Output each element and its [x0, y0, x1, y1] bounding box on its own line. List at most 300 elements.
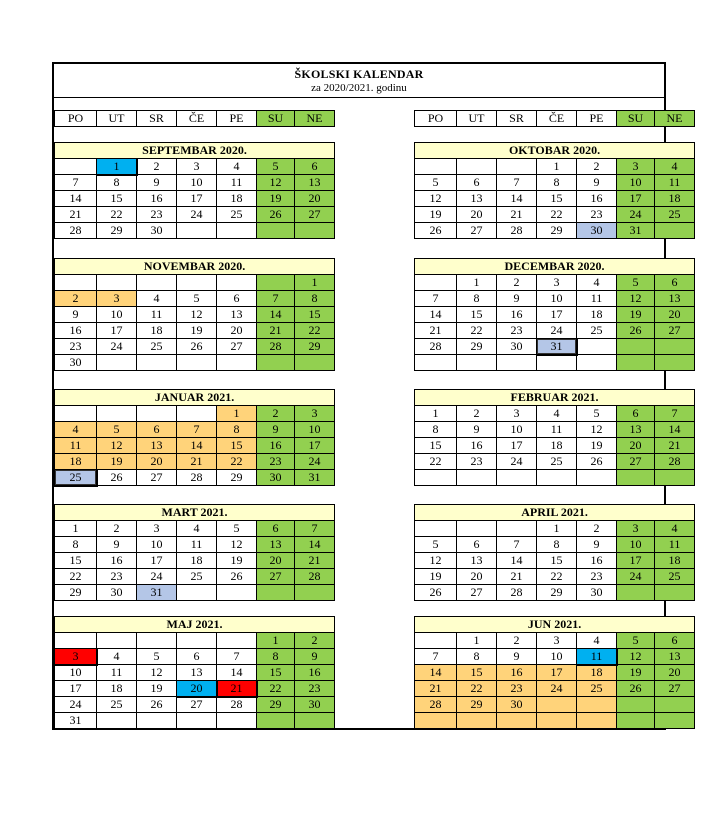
- week-row: [415, 553, 695, 569]
- day-cell: [457, 713, 497, 729]
- month-title: APRIL 2021.: [415, 505, 695, 521]
- day-cell: 3: [537, 633, 577, 649]
- day-cell: 17: [617, 553, 655, 569]
- day-cell: 1: [217, 406, 257, 422]
- day-cell: 8: [457, 649, 497, 665]
- day-cell: 3: [55, 649, 97, 665]
- day-cell: 22: [295, 323, 335, 339]
- day-cell: 19: [257, 191, 295, 207]
- day-cell: 26: [177, 339, 217, 355]
- day-cell: 7: [415, 291, 457, 307]
- week-row: [55, 422, 335, 438]
- day-cell: [217, 585, 257, 601]
- week-row: [415, 470, 695, 486]
- day-cell: 9: [577, 175, 617, 191]
- day-cell: 2: [257, 406, 295, 422]
- day-cell: 6: [655, 633, 695, 649]
- day-cell: 14: [257, 307, 295, 323]
- day-cell: 5: [577, 406, 617, 422]
- week-row: [55, 649, 335, 665]
- day-cell: 5: [177, 291, 217, 307]
- day-cell: 2: [137, 159, 177, 175]
- day-cell: [415, 470, 457, 486]
- day-cell: 31: [537, 339, 577, 355]
- day-cell: 12: [415, 553, 457, 569]
- day-cell: 16: [457, 438, 497, 454]
- day-cell: [257, 355, 295, 371]
- day-cell: 26: [217, 569, 257, 585]
- day-cell: 11: [655, 537, 695, 553]
- day-cell: [655, 585, 695, 601]
- week-row: [55, 406, 335, 422]
- week-row: [415, 665, 695, 681]
- day-cell: 3: [617, 159, 655, 175]
- day-cell: 9: [457, 422, 497, 438]
- day-cell: 3: [497, 406, 537, 422]
- week-row: [415, 649, 695, 665]
- day-cell: 23: [457, 454, 497, 470]
- month-table: [54, 504, 335, 601]
- day-cell: 21: [217, 681, 257, 697]
- day-cell: 2: [497, 633, 537, 649]
- day-cell: 24: [177, 207, 217, 223]
- week-row: [415, 223, 695, 239]
- day-cell: 26: [257, 207, 295, 223]
- month-title: FEBRUAR 2021.: [415, 390, 695, 406]
- week-row: [55, 207, 335, 223]
- day-cell: 21: [497, 569, 537, 585]
- day-cell: 7: [217, 649, 257, 665]
- calendar-title: ŠKOLSKI KALENDAR: [294, 67, 424, 81]
- week-row: [415, 339, 695, 355]
- day-cell: 16: [577, 191, 617, 207]
- day-cell: [577, 339, 617, 355]
- day-cell: [55, 159, 97, 175]
- day-cell: 7: [177, 422, 217, 438]
- week-row: [415, 323, 695, 339]
- day-cell: 14: [295, 537, 335, 553]
- week-row: [55, 697, 335, 713]
- day-cell: 20: [617, 438, 655, 454]
- month-title: MAJ 2021.: [55, 617, 335, 633]
- day-cell: 18: [537, 438, 577, 454]
- week-row: [415, 422, 695, 438]
- day-header: SR: [137, 111, 177, 127]
- day-cell: 26: [617, 681, 655, 697]
- day-cell: 17: [537, 307, 577, 323]
- day-cell: 23: [137, 207, 177, 223]
- day-cell: 26: [137, 697, 177, 713]
- week-row: [415, 454, 695, 470]
- day-cell: 18: [137, 323, 177, 339]
- week-row: [415, 681, 695, 697]
- day-cell: 30: [497, 339, 537, 355]
- month-table: [414, 142, 695, 239]
- day-cell: 7: [55, 175, 97, 191]
- day-cell: 1: [537, 159, 577, 175]
- day-cell: 16: [137, 191, 177, 207]
- day-cell: 30: [97, 585, 137, 601]
- day-cell: [617, 355, 655, 371]
- day-cell: 17: [55, 681, 97, 697]
- day-cell: 4: [577, 633, 617, 649]
- week-row: [55, 223, 335, 239]
- day-cell: 1: [537, 521, 577, 537]
- day-cell: 7: [497, 537, 537, 553]
- day-cell: 25: [655, 207, 695, 223]
- day-cell: 29: [537, 223, 577, 239]
- day-cell: [655, 697, 695, 713]
- day-cell: 15: [537, 191, 577, 207]
- day-cell: 5: [617, 275, 655, 291]
- day-cell: [617, 713, 655, 729]
- week-row: [415, 175, 695, 191]
- day-cell: 20: [457, 569, 497, 585]
- day-cell: 25: [577, 681, 617, 697]
- day-cell: 15: [415, 438, 457, 454]
- day-cell: 1: [457, 633, 497, 649]
- week-row: [415, 275, 695, 291]
- day-cell: 19: [137, 681, 177, 697]
- day-cell: [177, 355, 217, 371]
- day-cell: 23: [55, 339, 97, 355]
- day-cell: 25: [655, 569, 695, 585]
- day-cell: 28: [415, 697, 457, 713]
- day-cell: 15: [457, 665, 497, 681]
- day-cell: [457, 521, 497, 537]
- day-cell: 22: [537, 569, 577, 585]
- day-cell: 4: [537, 406, 577, 422]
- day-cell: 6: [655, 275, 695, 291]
- day-cell: [97, 355, 137, 371]
- day-header-row-right: [414, 110, 695, 127]
- day-cell: 13: [137, 438, 177, 454]
- day-cell: [97, 275, 137, 291]
- day-cell: [577, 470, 617, 486]
- day-cell: 8: [537, 175, 577, 191]
- week-row: [55, 191, 335, 207]
- day-cell: [295, 355, 335, 371]
- month-table: [54, 616, 335, 729]
- day-cell: 15: [55, 553, 97, 569]
- day-cell: 4: [137, 291, 177, 307]
- title-divider: [54, 97, 664, 98]
- month-table: [54, 142, 335, 239]
- day-cell: 8: [217, 422, 257, 438]
- day-cell: 10: [295, 422, 335, 438]
- day-cell: 4: [655, 159, 695, 175]
- day-cell: 26: [415, 585, 457, 601]
- day-cell: [177, 585, 217, 601]
- week-row: [415, 537, 695, 553]
- week-row: [55, 438, 335, 454]
- day-cell: 27: [137, 470, 177, 486]
- day-cell: 11: [537, 422, 577, 438]
- school-calendar: [52, 62, 683, 730]
- day-cell: 14: [177, 438, 217, 454]
- day-cell: [257, 275, 295, 291]
- day-cell: 19: [177, 323, 217, 339]
- day-cell: 12: [177, 307, 217, 323]
- day-cell: 18: [577, 307, 617, 323]
- day-cell: 24: [137, 569, 177, 585]
- day-cell: [497, 470, 537, 486]
- day-cell: 3: [617, 521, 655, 537]
- day-cell: 23: [295, 681, 335, 697]
- day-cell: 28: [415, 339, 457, 355]
- day-cell: 27: [457, 223, 497, 239]
- week-row: [415, 307, 695, 323]
- day-cell: 8: [257, 649, 295, 665]
- day-cell: 22: [55, 569, 97, 585]
- day-cell: 17: [617, 191, 655, 207]
- day-cell: 27: [457, 585, 497, 601]
- day-header: NE: [655, 111, 695, 127]
- day-cell: 22: [457, 323, 497, 339]
- day-cell: 24: [537, 323, 577, 339]
- day-cell: 21: [295, 553, 335, 569]
- week-row: [55, 681, 335, 697]
- day-cell: 2: [457, 406, 497, 422]
- day-cell: 11: [577, 649, 617, 665]
- day-cell: 22: [537, 207, 577, 223]
- week-row: [55, 323, 335, 339]
- week-row: [55, 339, 335, 355]
- day-cell: 6: [295, 159, 335, 175]
- day-cell: 14: [55, 191, 97, 207]
- day-cell: 10: [55, 665, 97, 681]
- day-cell: 15: [537, 553, 577, 569]
- day-cell: 14: [415, 307, 457, 323]
- day-cell: 25: [177, 569, 217, 585]
- day-cell: 13: [655, 291, 695, 307]
- day-cell: 3: [137, 521, 177, 537]
- day-cell: [137, 633, 177, 649]
- day-cell: 14: [497, 191, 537, 207]
- day-cell: 16: [497, 307, 537, 323]
- day-cell: [177, 633, 217, 649]
- day-cell: 6: [177, 649, 217, 665]
- day-cell: 20: [655, 307, 695, 323]
- day-cell: 23: [497, 681, 537, 697]
- day-cell: [415, 275, 457, 291]
- day-cell: 30: [137, 223, 177, 239]
- day-cell: 25: [217, 207, 257, 223]
- week-row: [55, 633, 335, 649]
- day-cell: 31: [295, 470, 335, 486]
- week-row: [415, 569, 695, 585]
- day-cell: 9: [497, 291, 537, 307]
- day-cell: 23: [497, 323, 537, 339]
- day-cell: [617, 585, 655, 601]
- week-row: [55, 307, 335, 323]
- day-cell: 12: [577, 422, 617, 438]
- day-cell: 11: [655, 175, 695, 191]
- day-cell: 27: [217, 339, 257, 355]
- day-cell: 15: [295, 307, 335, 323]
- day-cell: 20: [295, 191, 335, 207]
- day-cell: 5: [257, 159, 295, 175]
- day-cell: [537, 470, 577, 486]
- day-cell: 7: [257, 291, 295, 307]
- day-cell: 29: [295, 339, 335, 355]
- day-cell: [217, 713, 257, 729]
- day-cell: 24: [497, 454, 537, 470]
- day-cell: 4: [577, 275, 617, 291]
- day-cell: 5: [137, 649, 177, 665]
- day-cell: 18: [217, 191, 257, 207]
- day-cell: 30: [497, 697, 537, 713]
- day-cell: 9: [257, 422, 295, 438]
- day-cell: [415, 713, 457, 729]
- day-cell: 6: [257, 521, 295, 537]
- day-cell: 19: [617, 307, 655, 323]
- day-cell: 14: [415, 665, 457, 681]
- day-cell: [415, 355, 457, 371]
- day-cell: [415, 633, 457, 649]
- day-cell: [217, 223, 257, 239]
- day-cell: [55, 406, 97, 422]
- day-cell: [177, 713, 217, 729]
- day-cell: 29: [257, 697, 295, 713]
- day-cell: 13: [295, 175, 335, 191]
- day-cell: 28: [655, 454, 695, 470]
- day-cell: 8: [415, 422, 457, 438]
- day-cell: [295, 585, 335, 601]
- day-cell: 16: [295, 665, 335, 681]
- day-cell: [137, 713, 177, 729]
- day-cell: 19: [97, 454, 137, 470]
- day-cell: 29: [537, 585, 577, 601]
- day-cell: [617, 339, 655, 355]
- day-cell: 17: [295, 438, 335, 454]
- day-cell: 17: [537, 665, 577, 681]
- week-row: [415, 585, 695, 601]
- day-cell: 24: [295, 454, 335, 470]
- day-cell: 31: [137, 585, 177, 601]
- day-cell: 28: [177, 470, 217, 486]
- day-cell: 4: [55, 422, 97, 438]
- day-cell: 10: [617, 537, 655, 553]
- day-cell: 15: [457, 307, 497, 323]
- day-cell: 6: [137, 422, 177, 438]
- day-cell: 28: [295, 569, 335, 585]
- day-cell: 21: [497, 207, 537, 223]
- week-row: [55, 355, 335, 371]
- day-cell: 28: [217, 697, 257, 713]
- day-cell: 21: [415, 323, 457, 339]
- day-cell: 9: [497, 649, 537, 665]
- day-cell: 1: [97, 159, 137, 175]
- month-title: JUN 2021.: [415, 617, 695, 633]
- day-cell: [497, 159, 537, 175]
- day-cell: 13: [457, 553, 497, 569]
- day-cell: [177, 275, 217, 291]
- day-cell: 23: [257, 454, 295, 470]
- day-cell: 9: [97, 537, 137, 553]
- day-cell: 24: [537, 681, 577, 697]
- day-cell: 28: [55, 223, 97, 239]
- day-cell: 13: [177, 665, 217, 681]
- week-row: [415, 438, 695, 454]
- day-header: PE: [217, 111, 257, 127]
- day-cell: [257, 223, 295, 239]
- day-cell: 17: [497, 438, 537, 454]
- week-row: [55, 159, 335, 175]
- day-cell: 20: [177, 681, 217, 697]
- day-cell: [257, 713, 295, 729]
- month-title: JANUAR 2021.: [55, 390, 335, 406]
- day-cell: [655, 470, 695, 486]
- day-cell: 25: [97, 697, 137, 713]
- day-cell: 12: [257, 175, 295, 191]
- day-cell: 30: [257, 470, 295, 486]
- day-cell: 27: [617, 454, 655, 470]
- day-cell: 5: [415, 175, 457, 191]
- day-cell: [617, 470, 655, 486]
- day-cell: 21: [415, 681, 457, 697]
- day-cell: 21: [655, 438, 695, 454]
- day-cell: 30: [577, 585, 617, 601]
- week-row: [55, 175, 335, 191]
- day-cell: 19: [577, 438, 617, 454]
- day-cell: 11: [137, 307, 177, 323]
- day-cell: [55, 633, 97, 649]
- week-row: [55, 470, 335, 486]
- day-cell: 28: [497, 223, 537, 239]
- day-cell: [457, 355, 497, 371]
- day-cell: 14: [655, 422, 695, 438]
- day-cell: [217, 275, 257, 291]
- day-cell: 5: [617, 633, 655, 649]
- day-cell: 11: [55, 438, 97, 454]
- week-row: [55, 521, 335, 537]
- day-cell: 2: [577, 521, 617, 537]
- day-cell: 28: [497, 585, 537, 601]
- day-cell: 25: [55, 470, 97, 486]
- calendar-subtitle: za 2020/2021. godinu: [311, 82, 407, 94]
- day-cell: 14: [497, 553, 537, 569]
- day-cell: [217, 355, 257, 371]
- day-cell: 21: [257, 323, 295, 339]
- day-cell: 24: [55, 697, 97, 713]
- day-cell: [497, 521, 537, 537]
- day-cell: 25: [137, 339, 177, 355]
- day-cell: [537, 355, 577, 371]
- day-cell: 12: [217, 537, 257, 553]
- day-cell: 28: [257, 339, 295, 355]
- day-cell: [537, 697, 577, 713]
- day-cell: [295, 713, 335, 729]
- day-cell: 11: [177, 537, 217, 553]
- day-cell: 18: [655, 553, 695, 569]
- day-cell: [257, 585, 295, 601]
- day-cell: 16: [257, 438, 295, 454]
- day-cell: 9: [137, 175, 177, 191]
- day-cell: 15: [217, 438, 257, 454]
- day-cell: 12: [617, 649, 655, 665]
- day-cell: 1: [415, 406, 457, 422]
- day-cell: 15: [257, 665, 295, 681]
- day-cell: 4: [97, 649, 137, 665]
- day-cell: [577, 355, 617, 371]
- day-cell: 16: [55, 323, 97, 339]
- day-cell: 10: [137, 537, 177, 553]
- week-row: [55, 275, 335, 291]
- day-cell: 19: [415, 569, 457, 585]
- day-cell: 5: [415, 537, 457, 553]
- day-cell: 29: [217, 470, 257, 486]
